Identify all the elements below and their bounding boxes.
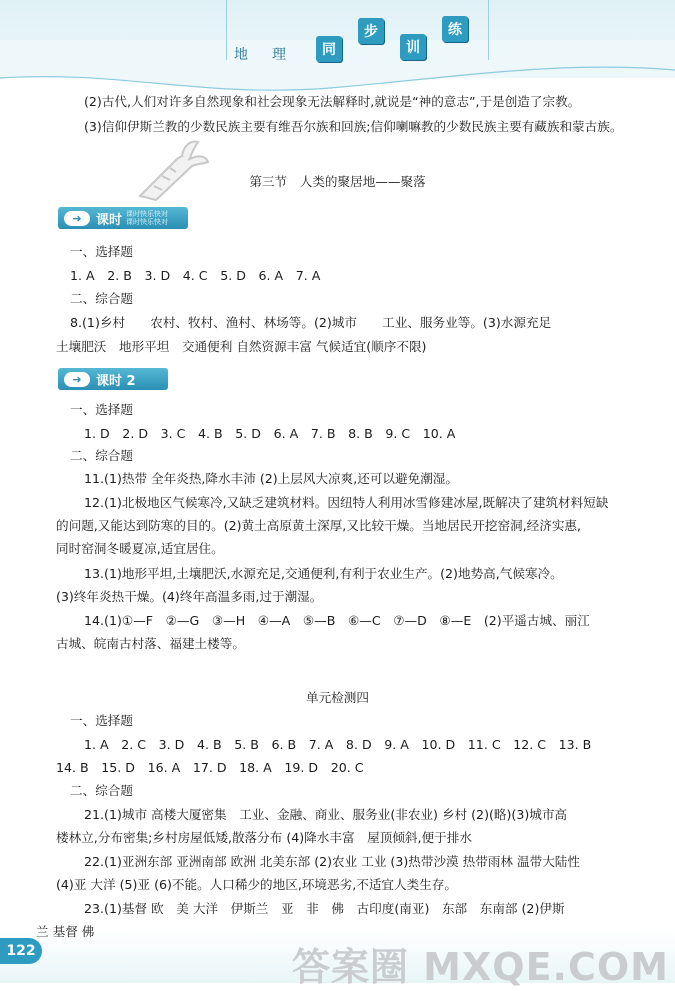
arrow-right-icon: ➜ xyxy=(64,211,90,226)
answer-line: 楼林立,分布密集;乡村房屋低矮,散落分布 (4)降水丰富 屋顶倾斜,便于排水 xyxy=(56,830,472,845)
header-subject-char: 地 xyxy=(234,47,250,63)
section-title: 第三节 人类的聚居地——聚落 xyxy=(249,174,426,189)
answer-line: 11.(1)热带 全年炎热,降水丰沛 (2)上层风大凉爽,还可以避免潮湿。 xyxy=(84,471,458,486)
answer-line: 8.(1)乡村 农村、牧村、渔村、林场等。(2)城市 工业、服务业等。(3)水源充足 xyxy=(70,315,552,330)
header-divider xyxy=(488,0,489,60)
lesson-1-banner xyxy=(58,207,188,229)
header-divider xyxy=(226,0,227,60)
answer-line: 同时窑洞冬暖夏凉,适宜居住。 xyxy=(56,541,224,556)
answer-line: 21.(1)城市 高楼大厦密集 工业、金融、商业、服务业(非农业) 乡村 (2)(略)(3)城市高 xyxy=(84,807,568,822)
header-title-char: 步 xyxy=(358,18,384,44)
lesson-label: 课时 2 xyxy=(96,373,136,389)
answer-line: 13.(1)地形平坦,土壤肥沃,水源充足,交通便利,有利于农业生产。(2)地势高,气候寒冷。 xyxy=(84,566,563,581)
subsection-heading: 二、综合题 xyxy=(70,291,133,306)
subsection-heading: 一、选择题 xyxy=(70,244,133,259)
answer-line: 23.(1)基督 欧 美 大洋 伊斯兰 亚 非 佛 古印度(南亚) 东部 东南部 (2)伊斯 xyxy=(84,901,565,916)
header-title-char: 训 xyxy=(400,34,426,60)
answer-line: 1. A 2. C 3. D 4. B 5. B 6. B 7. A 8. D 9. A 10. D 11. C 12. C 13. B xyxy=(84,737,592,752)
answer-line: 14. B 15. D 16. A 17. D 18. A 19. D 20. C xyxy=(56,760,364,775)
answer-line: 1. A 2. B 3. D 4. C 5. D 6. A 7. A xyxy=(70,268,321,283)
answer-line: 14.(1)①—F ②—G ③—H ④—A ⑤—B ⑥—C ⑦—D ⑧—E (2)平遥古城、丽江 xyxy=(84,613,590,628)
answer-line: (3)信仰伊斯兰教的少数民族主要有维吾尔族和回族;信仰喇嘛教的少数民族主要有藏族和蒙古族。 xyxy=(84,119,623,134)
watermark-logo: 答案圈 MXQE.COM xyxy=(291,945,669,989)
answer-line: (4)亚 大洋 (5)亚 (6)不能。人口稀少的地区,环境恶劣,不适宜人类生存。 xyxy=(56,877,457,892)
answer-line: 的问题,又能达到防寒的目的。(2)黄土高原黄土深厚,又比较干燥。当地居民开挖窑洞,经济实惠, xyxy=(56,518,582,533)
carrot-doodle-icon xyxy=(132,134,212,204)
answer-line: 古城、皖南古村落、福建土楼等。 xyxy=(56,636,245,651)
answer-line: 12.(1)北极地区气候寒冷,又缺乏建筑材料。因纽特人利用冰雪修建冰屋,既解决了建筑材料短缺 xyxy=(84,495,609,510)
answer-line: 兰 基督 佛 xyxy=(36,924,95,939)
header-subject-char: 理 xyxy=(272,47,288,63)
answer-line: 土壤肥沃 地形平坦 交通便利 自然资源丰富 气候适宜(顺序不限) xyxy=(56,339,427,354)
lesson-2-banner xyxy=(58,368,168,390)
lesson-label: 课时 xyxy=(96,212,123,228)
answer-line: (2)古代,人们对许多自然现象和社会现象无法解释时,就说是“神的意志”,于是创造了宗教。 xyxy=(84,94,581,109)
answer-line: 22.(1)亚洲东部 亚洲南部 欧洲 北美东部 (2)农业 工业 (3)热带沙漠 热带雨林 温带大陆性 xyxy=(84,854,580,869)
header-title-char: 练 xyxy=(442,16,468,42)
page-number: 122 xyxy=(0,938,42,964)
lesson-tiny-text: 课时快乐快对 课时快乐快对 xyxy=(126,210,169,226)
answer-line: 1. D 2. D 3. C 4. B 5. D 6. A 7. B 8. B 9. C 10. A xyxy=(84,426,456,441)
arrow-right-icon: ➜ xyxy=(64,372,90,387)
unit-title: 单元检测四 xyxy=(306,690,369,705)
header-title-char: 同 xyxy=(316,36,342,62)
answer-line: (3)终年炎热干燥。(4)终年高温多雨,过于潮湿。 xyxy=(56,589,323,604)
subsection-heading: 一、选择题 xyxy=(70,402,133,417)
subsection-heading: 二、综合题 xyxy=(70,448,133,463)
subsection-heading: 二、综合题 xyxy=(70,783,133,798)
subsection-heading: 一、选择题 xyxy=(70,713,133,728)
